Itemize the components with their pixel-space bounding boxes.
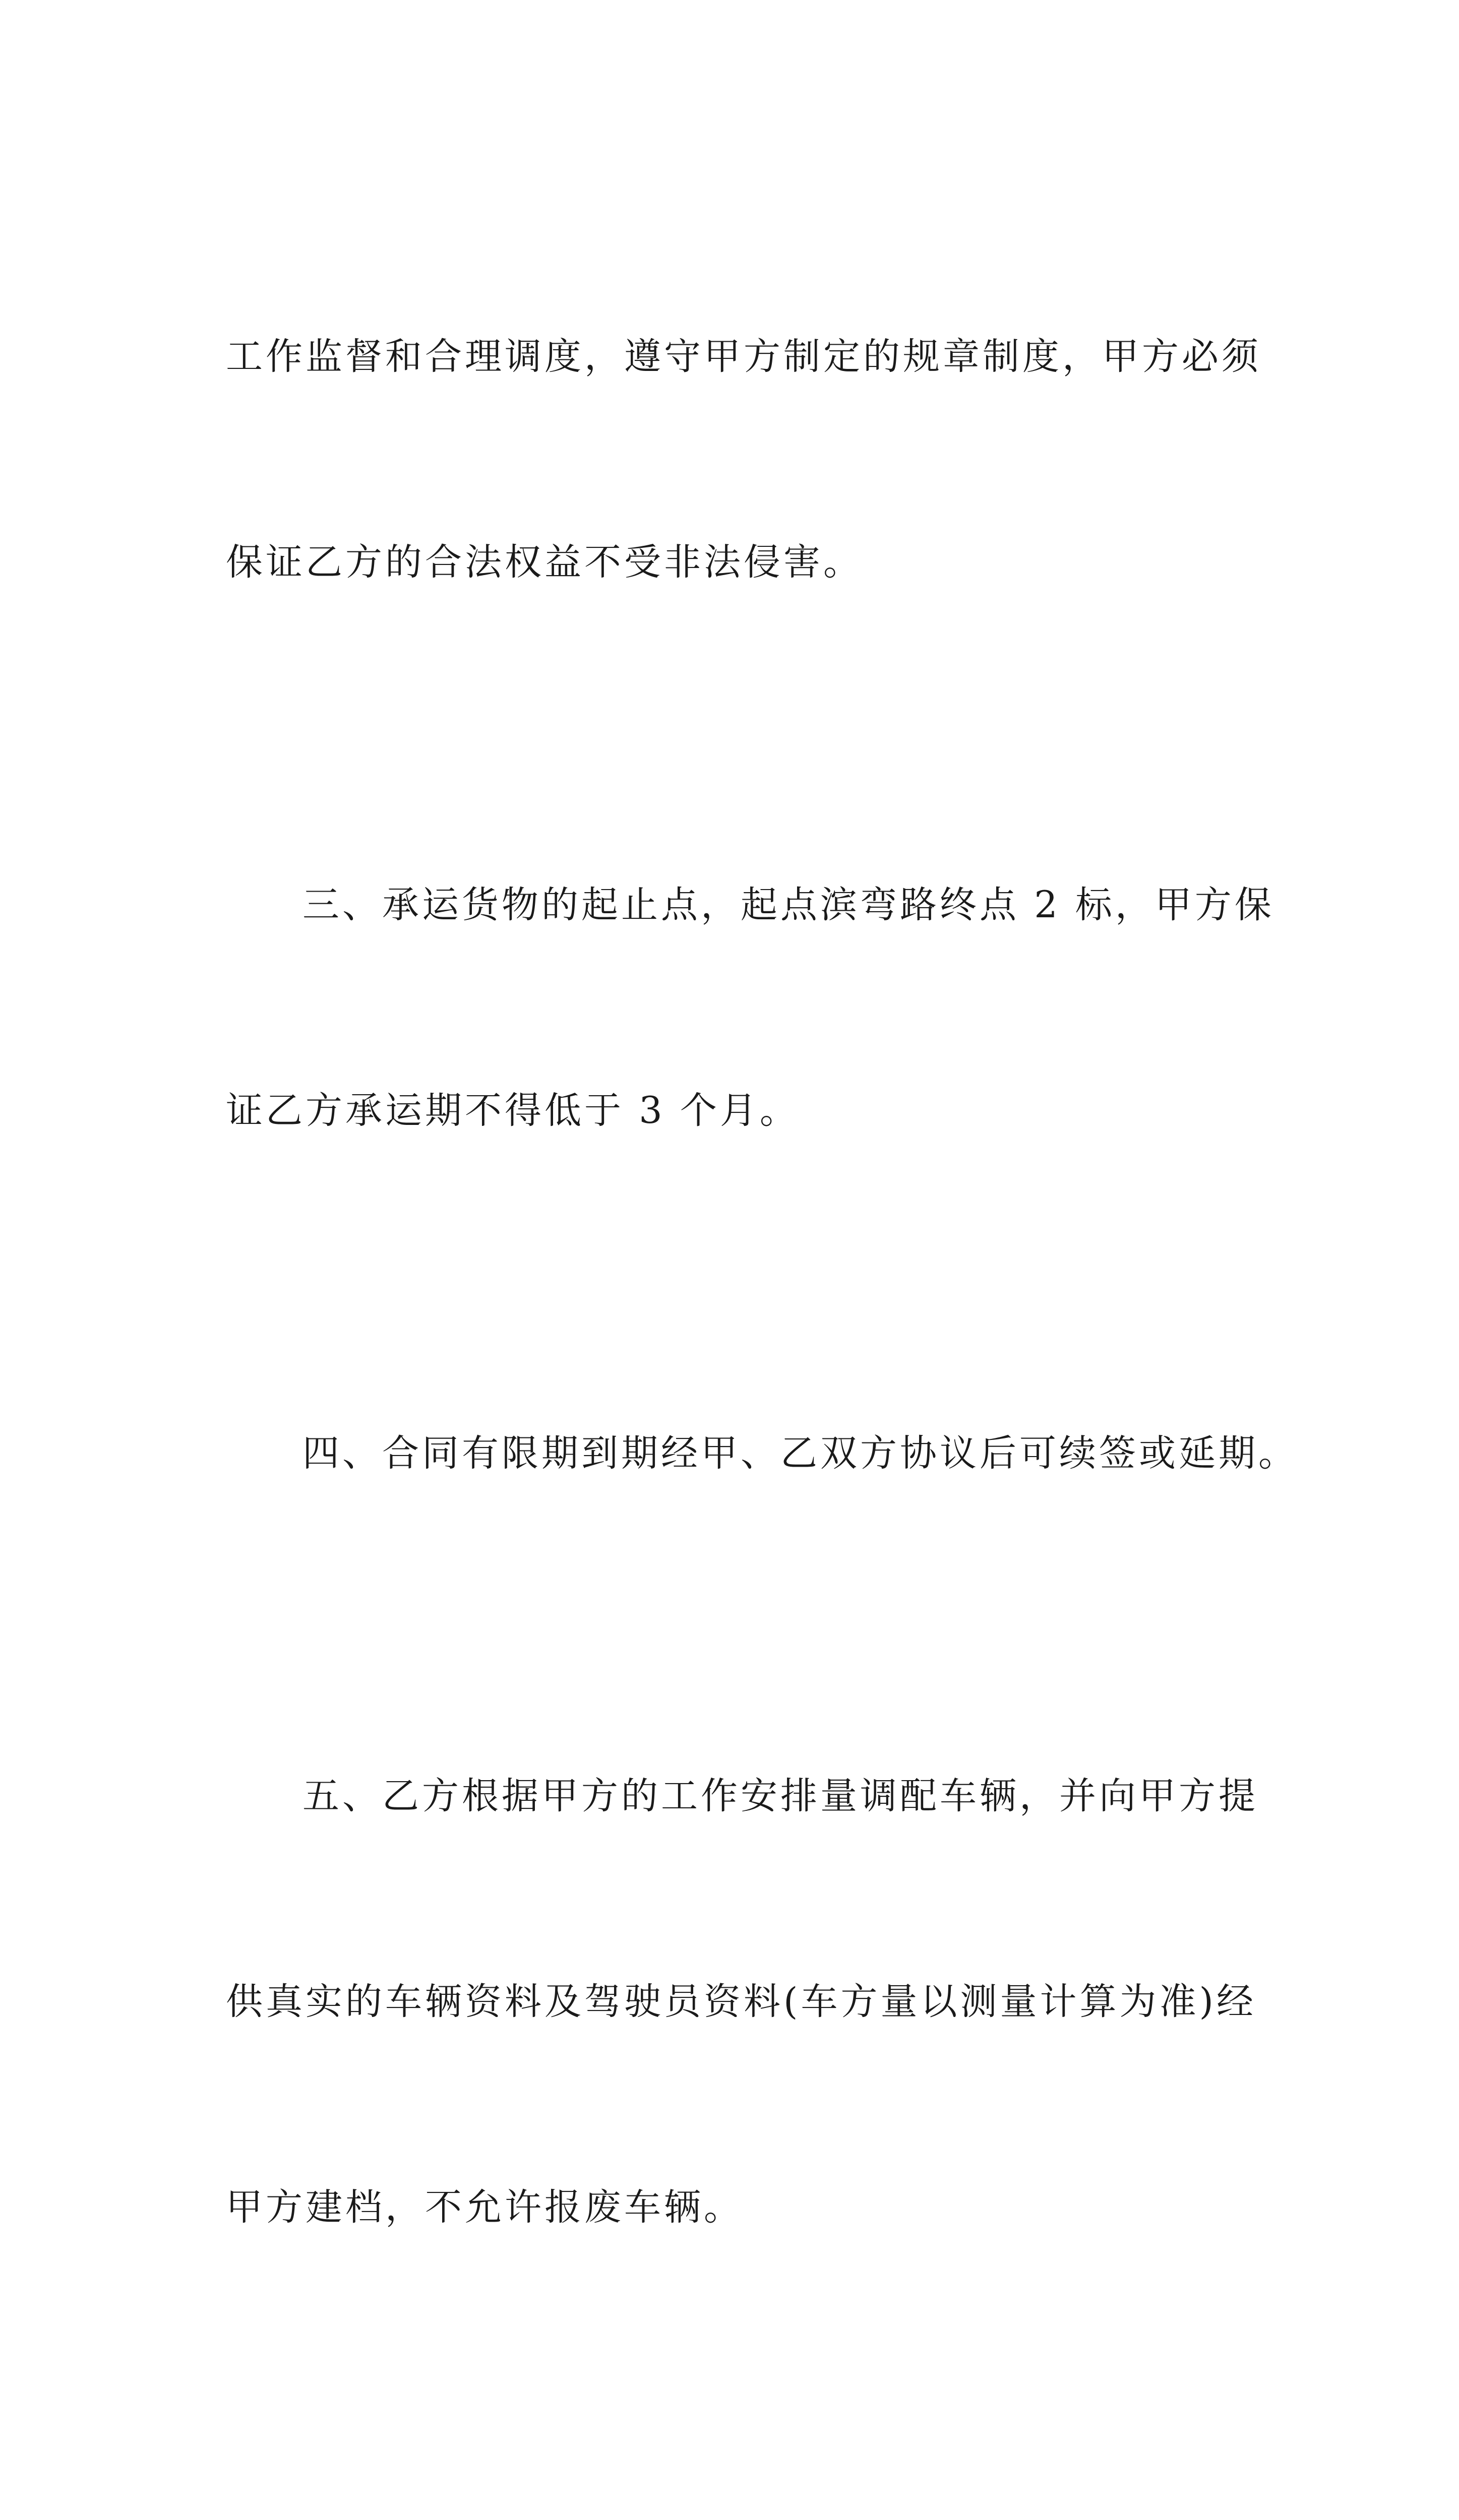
document-body <box>226 185 1298 2520</box>
clause-6 <box>226 2379 1239 2520</box>
text-line: 四、合同有限期到期经甲、乙双方协议后可续签或延期。 <box>302 1432 1298 1475</box>
clause-4 <box>226 1282 1298 1625</box>
text-line: 保证乙方的合法权益不受非法侵害。 <box>226 541 863 584</box>
text-line: 甲方建档，不允许报废车辆。 <box>226 2186 744 2229</box>
clause-3 <box>226 734 1274 1282</box>
text-line: 三、承运货物的起止点，起点滨弯路终点 2 标，甲方保 <box>302 884 1274 926</box>
text-line <box>226 2516 1239 2520</box>
text-line: 工作监督和合理调度，遵守甲方制定的规章制度，甲方必须 <box>226 335 1261 378</box>
paragraph-intro-continuation <box>226 185 1261 734</box>
text-line: 供真实的车辆资料及驾驶员资料(车方量以测量计算为准)经 <box>226 1980 1256 2023</box>
text-line: 证乙方承运期不得低于 3 个月。 <box>226 1089 800 1132</box>
clause-5 <box>226 1625 1258 2379</box>
text-line: 五、乙方根据甲方的工作安排量调配车辆，并向甲方提 <box>302 1775 1258 1817</box>
